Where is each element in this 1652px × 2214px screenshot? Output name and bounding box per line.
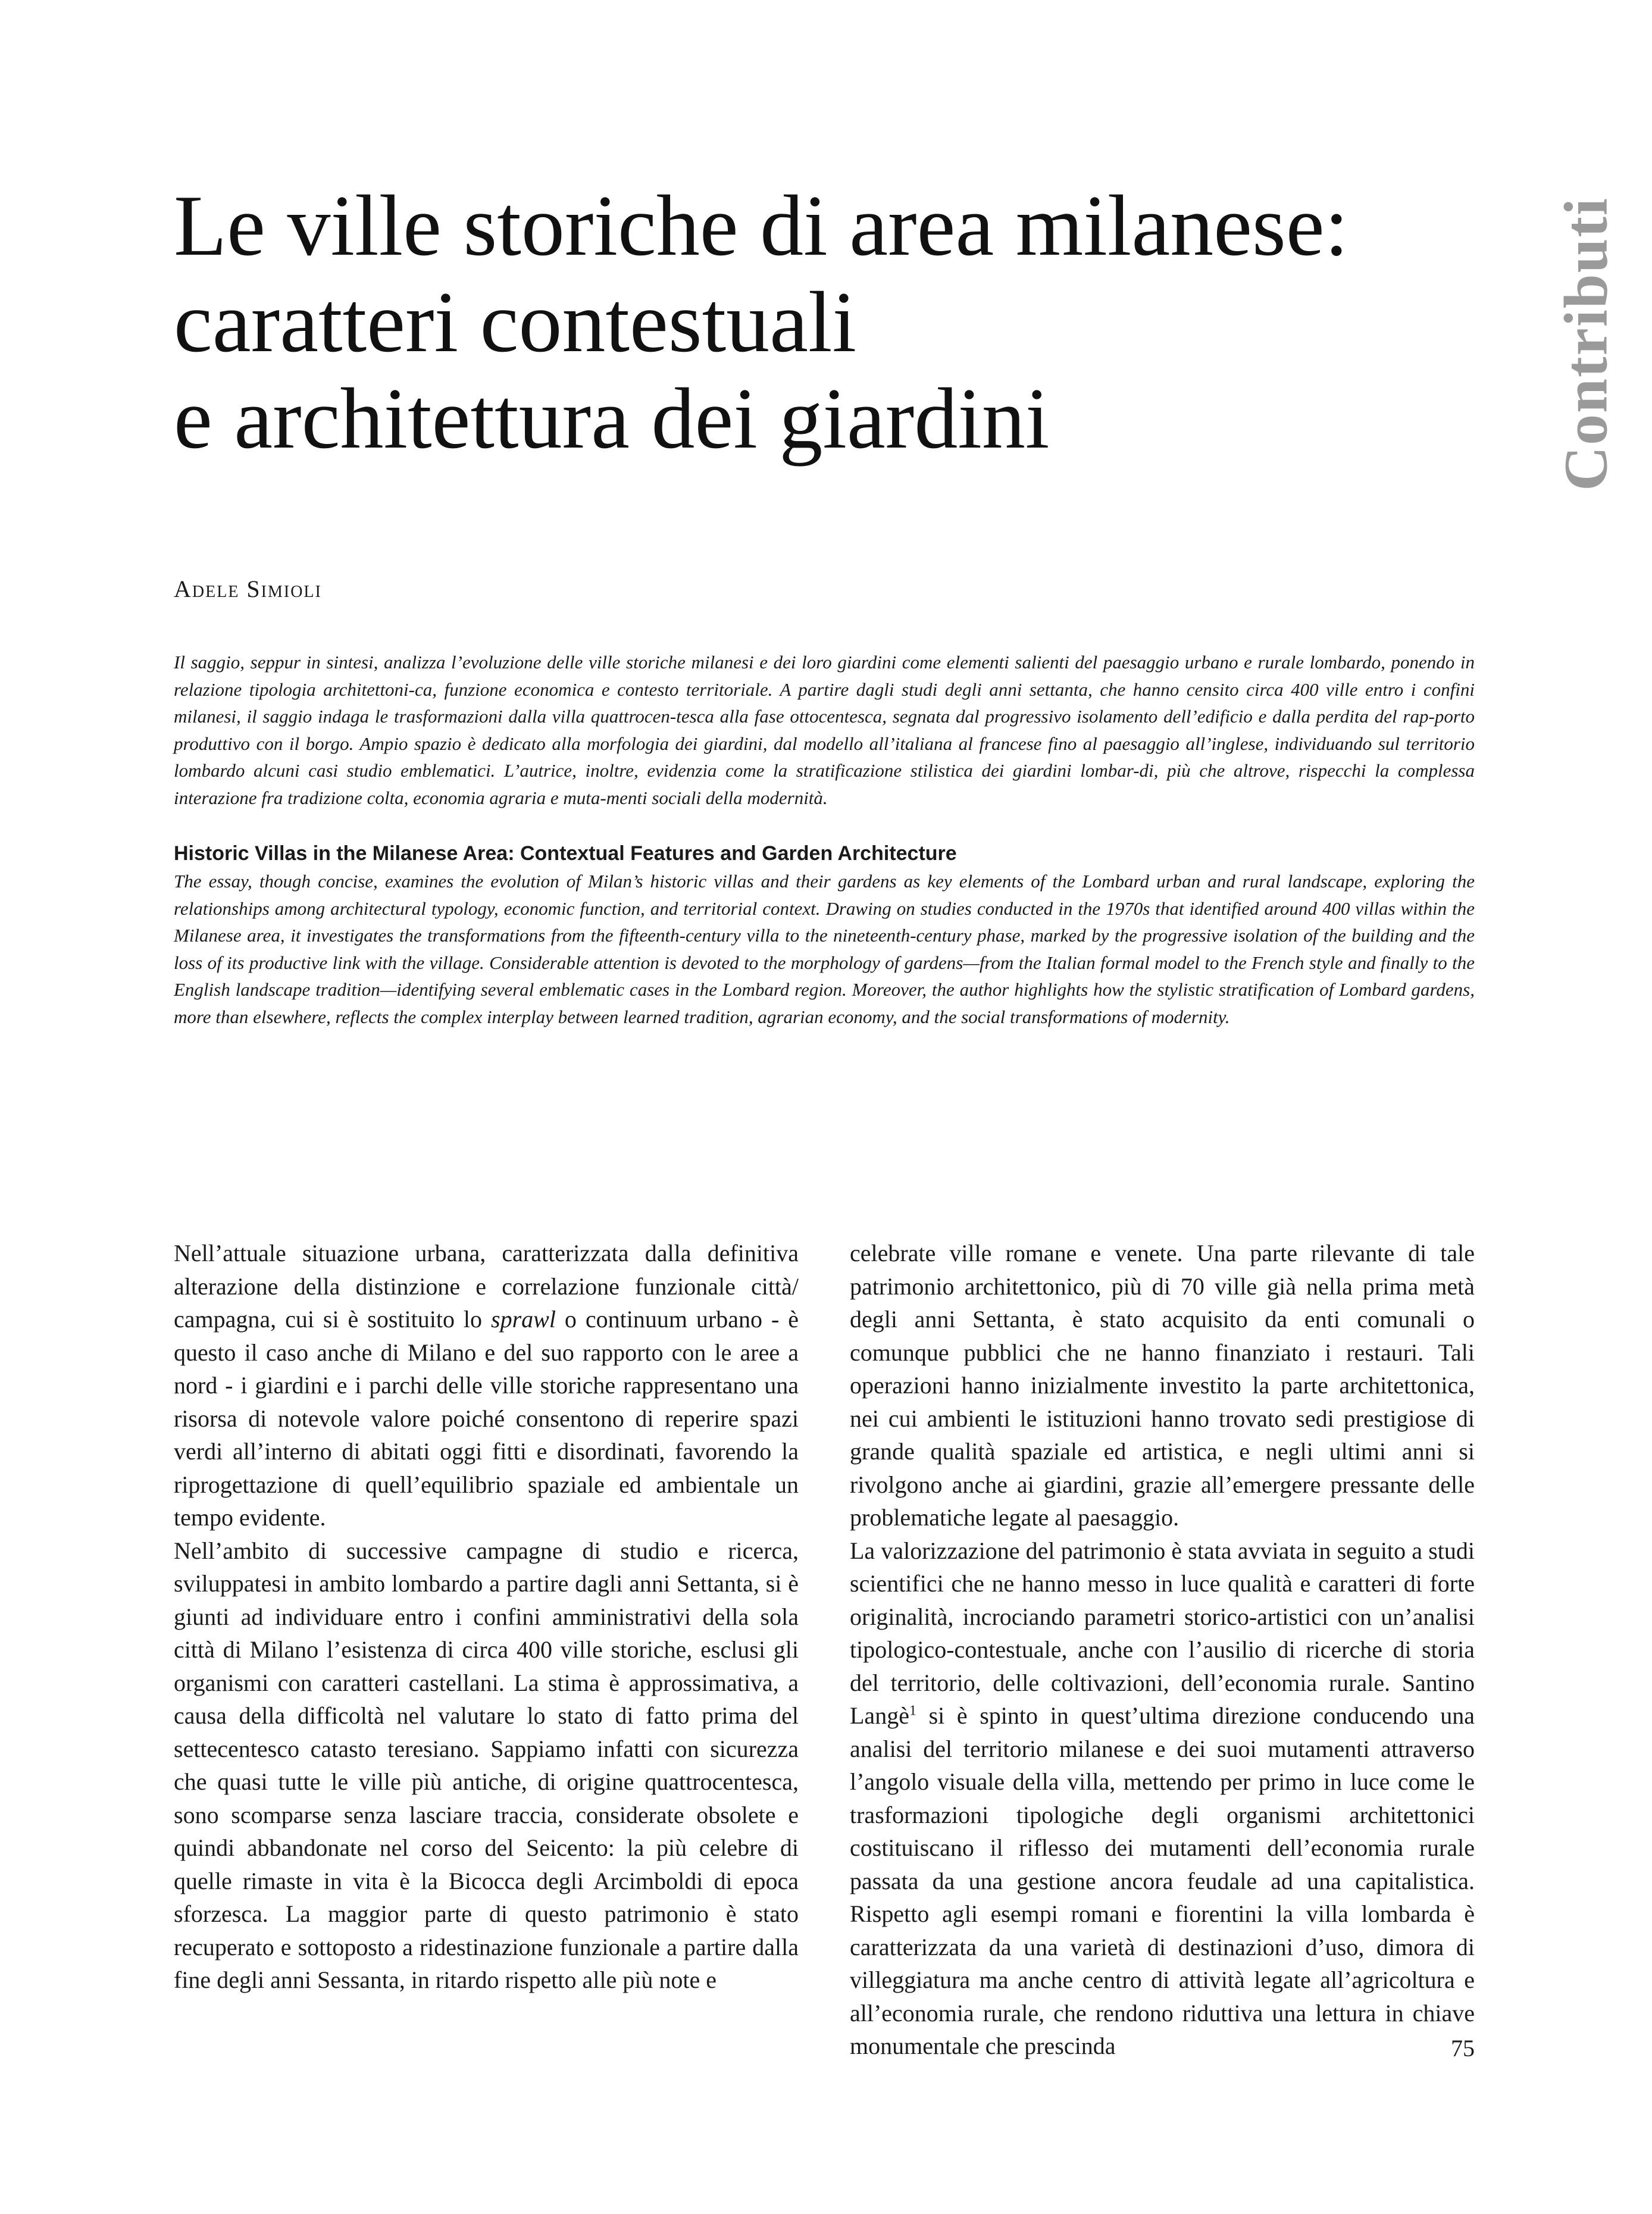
body-column-right (850, 1237, 1475, 2063)
italic-term: sprawl (491, 1306, 556, 1333)
footnote-ref[interactable]: 1 (909, 1703, 916, 1719)
title-line-2: caratteri contestuali (174, 274, 857, 370)
body-text: La valorizzazione del patrimonio è stata avviata in seguito a studi scientifici che ne hanno messo in luce qualità e caratteri di forte originalità, incrociando parametri storico-artistici con un’analisi tipologico-contestuale, anche con l’ausilio di ricerche di storia del territorio, delle coltivazioni, dell’economia rurale. Santino Langè (850, 1537, 1475, 1729)
section-label (1544, 197, 1628, 491)
body-paragraph-2: Nell’ambito di successive campagne di studio e ricerca, sviluppatesi in ambito lombardo a partire dagli anni Settanta, si è giunti ad individuare entro i confini amministrativi della sola città di Milano l’esistenza di circa 400 ville storiche, esclusi gli organismi con caratteri castellani. La stima è approssimativa, a causa della difficoltà nel valutare lo stato di fatto prima del settecentesco catasto teresiano. Sappiamo infatti con sicurezza che quasi tutte le ville più antiche, di origine quattrocentesca, sono scomparse senza lasciare traccia, considerate obsolete e quindi abbandonate nel corso del Seicento: la più celebre di quelle rimaste in vita è la Bicocca degli Arcimboldi di epoca sforzesca. La maggior parte di questo patrimonio è stato recuperato e sottoposto a ridestinazione funzionale a partire dalla fine degli anni Sessanta, in ritardo rispetto alle più note e (174, 1537, 799, 1993)
body-column-left (174, 1237, 799, 1997)
title-line-3: e architettura dei giardini (174, 370, 1050, 467)
abstract-english: The essay, though concise, examines the evolution of Milan’s historic villas and their gardens as key elements of the Lombard urban and rural landscape, exploring the relationships among architectural typology, economic function, and territorial context. Drawing on studies conducted in the 1970s that identified around 400 villas within the Milanese area, it investigates the transformations from the fifteenth-century villa to the nineteenth-century phase, marked by the progressive isolation of the building and the loss of its productive link with the village. Considerable attention is devoted to the morphology of gardens—from the Italian formal model to the French style and finally to the English landscape tradition—identifying several emblematic cases in the Lombard region. Moreover, the author highlights how the stylistic stratification of Lombard gardens, more than elsewhere, reflects the complex interplay between learned tradition, agrarian economy, and the social transformations of modernity. (174, 871, 1475, 1027)
body-text: o continuum urbano - è questo il caso anche di Milano e del suo rapporto con le aree a nord - i giardini e i parchi delle ville storiche rappresentano una risorsa di notevole valore poiché consentono di reperire spazi verdi all’interno di abitati oggi fitti e disordinati, favorendo la riprogettazione di quell’equilibrio spaziale ed ambientale un tempo evidente. (174, 1306, 799, 1531)
english-title: Historic Villas in the Milanese Area: Contextual Features and Garden Architecture (174, 842, 957, 865)
body-paragraph-1 (174, 1237, 799, 1534)
body-paragraph-2-continued: celebrate ville romane e venete. Una parte rilevante di tale patrimonio architettonico, più di 70 ville già nella prima metà degli anni Settanta, è stato acquisito da enti comunali o comunque pubblici che ne hanno finanziato i restauri. Tali operazioni hanno inizialmente investito la parte architettonica, nei cui ambienti le istituzioni hanno trovato sedi prestigiose di grande qualità spaziale ed artistica, e negli ultimi anni si rivolgono anche ai giardini, grazie all’emergere pressante delle problematiche legate al paesaggio. (850, 1240, 1475, 1531)
article-title (174, 177, 1364, 467)
body-paragraph-3 (850, 1534, 1475, 2063)
section-label-text: Contributi (1551, 197, 1620, 491)
body-text: Nell’attuale situazione urbana, caratterizzata dalla definitiva alterazione della distinzione e correlazione funzionale città/ campagna, cui si è sostituito lo (174, 1240, 799, 1333)
body-text: si è spinto in quest’ultima direzione conducendo una analisi del territorio milanese e dei suoi mutamenti attraverso l’angolo visuale della villa, mettendo per primo in luce come le trasformazioni tipologiche degli organismi architettonici costituiscano il riflesso dei mutamenti dell’economia rurale passata da una gestione ancora feudale ad una capitalistica. Rispetto agli esempi romani e fiorentini la villa lombarda è caratterizzata da una varietà di destinazioni d’uso, dimora di villeggiatura ma anche centro di attività legate all’agricoltura e all’economia rurale, che rendono riduttiva una lettura in chiave monumentale che prescinda (850, 1702, 1475, 2059)
author-name: Adele Simioli (174, 576, 322, 602)
abstract-italian: Il saggio, seppur in sintesi, analizza l’evoluzione delle ville storiche milanesi e dei loro giardini come elementi salienti del paesaggio urbano e rurale lombardo, ponendo in relazione tipologia architettoni-ca, funzione economica e contesto territoriale. A partire dagli studi degli anni settanta, che hanno censito circa 400 ville entro i confini milanesi, il saggio indaga le trasformazioni dalla villa quattrocen-tesca alla fase ottocentesca, segnata dal progressivo isolamento dell’edificio e dalla perdita del rap-porto produttivo con il borgo. Ampio spazio è dedicato alla morfologia dei giardini, dal modello all’italiana al francese fino al paesaggio all’inglese, individuando sul territorio lombardo alcuni casi studio emblematici. L’autrice, inoltre, evidenzia come la stratificazione stilistica dei giardini lombar-di, più che altrove, rispecchi la complessa interazione fra tradizione colta, economia agraria e muta-menti sociali della modernità. (174, 652, 1475, 808)
page-number: 75 (1451, 2035, 1475, 2062)
title-line-1: Le ville storiche di area milanese: (174, 177, 1349, 274)
